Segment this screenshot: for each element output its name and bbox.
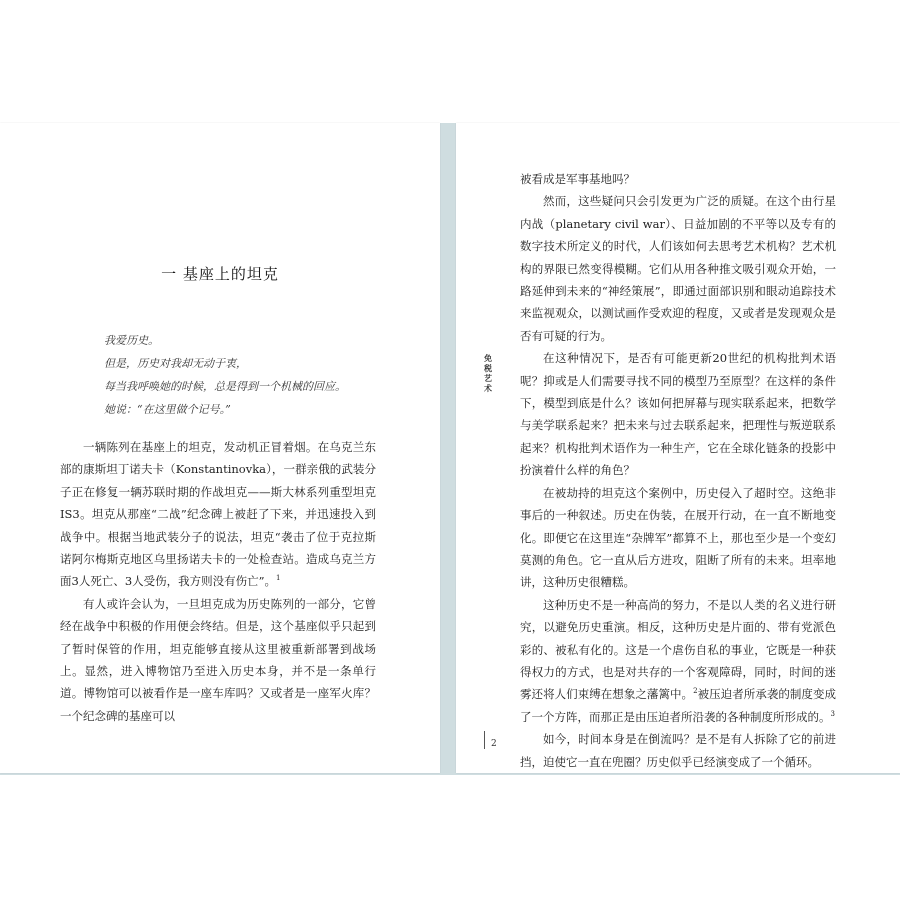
page-number: 2: [491, 739, 497, 749]
paragraph: [520, 190, 836, 347]
paragraph: [520, 482, 836, 594]
paragraph: [520, 594, 836, 728]
paragraph: [520, 728, 836, 773]
left-page: [0, 123, 440, 773]
paragraph-text: 被压迫者所承袭的制度变成了一个方阵，而那正是由压迫者所沿袭的各种制度所形成的。: [520, 687, 837, 724]
paragraph-text: 在这种情况下，是否有可能更新20世纪的机构批判术语呢？抑或是人们需要寻找不同的模型乃至原型？在这样的条件下，模型到底是什么？该如何把屏幕与现实联系起来，把数学与美学联系起来？把未来与过去联系起来，把理性与叛逆联系起来？机构批判术语作为一种生产，它在全球化链条的投影中扮演着什么样的角色？: [520, 351, 836, 478]
epigraph-line: 她说：“在这里做个记号。”: [104, 403, 231, 416]
paragraph-text: 被看成是军事基地吗？: [520, 172, 635, 186]
paragraph: [60, 436, 376, 593]
epigraph-line: 我爱历史。: [104, 334, 159, 347]
paragraph-text: 在被劫持的坦克这个案例中，历史侵入了超时空。这绝非事后的一种叙述。历史在伪装，在展开行动，在一直不断地变化。即便它在这里连“杂牌军”都算不上，那也至少是一个变幻莫测的角色。它一直从后方进攻，阻断了所有的未来。坦率地讲，这种历史很糟糕。: [520, 485, 836, 590]
book-spread: [0, 123, 900, 775]
paragraph-text: 这种历史不是一种高尚的努力，不是以人类的名义进行研究，以避免历史重演。相反，这种历史是片面的、带有党派色彩的、被私有化的。这是一个虐伤自私的事业，它既是一种获得权力的方式，也是对共存的一个客观障碍，同时，时间的迷雾还将人们束缚在想象之藩篱中。: [520, 597, 836, 702]
footnote-marker[interactable]: 1: [276, 574, 281, 583]
epigraph-line: 每当我呼唤她的时候，总是得到一个机械的回应。: [104, 380, 346, 393]
paragraph: [520, 347, 836, 481]
left-body-text: [60, 436, 376, 727]
running-head: 免 税 艺 术: [484, 353, 492, 393]
paragraph: [520, 168, 836, 190]
paragraph-text: 然而，这些疑问只会引发更为广泛的质疑。在这个由行星内战（planetary civil war）、日益加剧的不平等以及专有的数字技术所定义的时代，人们该如何去思考艺术机构？艺术机构的界限已然变得模糊。它们从用各种推文吸引观众开始，一路延伸到未来的“神经策展”，即通过面部识别和眼动追踪技术来监视观众，以测试画作受欢迎的程度，又或者是发现观众是否有可疑的行为。: [520, 194, 836, 343]
footnote-marker[interactable]: 2: [693, 687, 698, 696]
paragraph: [60, 593, 376, 727]
page-number-marker: [484, 731, 497, 749]
epigraph-line: 但是，历史对我却无动于衷，: [104, 357, 247, 370]
footnote-marker[interactable]: 3: [830, 709, 835, 718]
epigraph: [104, 329, 404, 421]
chapter-title: 一 基座上的坦克: [161, 265, 279, 283]
paragraph-text: 有人或许会认为，一旦坦克成为历史陈列的一部分，它曾经在战争中积极的作用便会终结。但是，这个基座似乎只起到了暂时保管的作用，坦克能够直接从这里被重新部署到战场上。显然，进入博物馆乃至进入历史本身，并不是一条单行道。博物馆可以被看作是一座车库吗？又或者是一座军火库？一个纪念碑的基座可以: [60, 596, 376, 723]
paragraph-text: 一辆陈列在基座上的坦克，发动机正冒着烟。在乌克兰东部的康斯坦丁诺夫卡（Konstantinovka），一群亲俄的武装分子正在修复一辆苏联时期的作战坦克——斯大林系列重型坦克IS3。坦克从那座“二战”纪念碑上被赶了下来，并迅速投入到战争中。根据当地武装分子的说法，坦克“袭击了位于克拉斯诺阿尔梅斯克地区乌里扬诺夫卡的一处检查站。造成乌克兰方面3人死亡、3人受伤，我方则没有伤亡”。: [60, 440, 376, 589]
right-page: [456, 123, 900, 773]
paragraph-text: 如今，时间本身是在倒流吗？是不是有人拆除了它的前进挡，迫使它一直在兜圈？历史似乎已经演变成了一个循环。: [520, 732, 836, 769]
right-body-text: [520, 168, 836, 773]
